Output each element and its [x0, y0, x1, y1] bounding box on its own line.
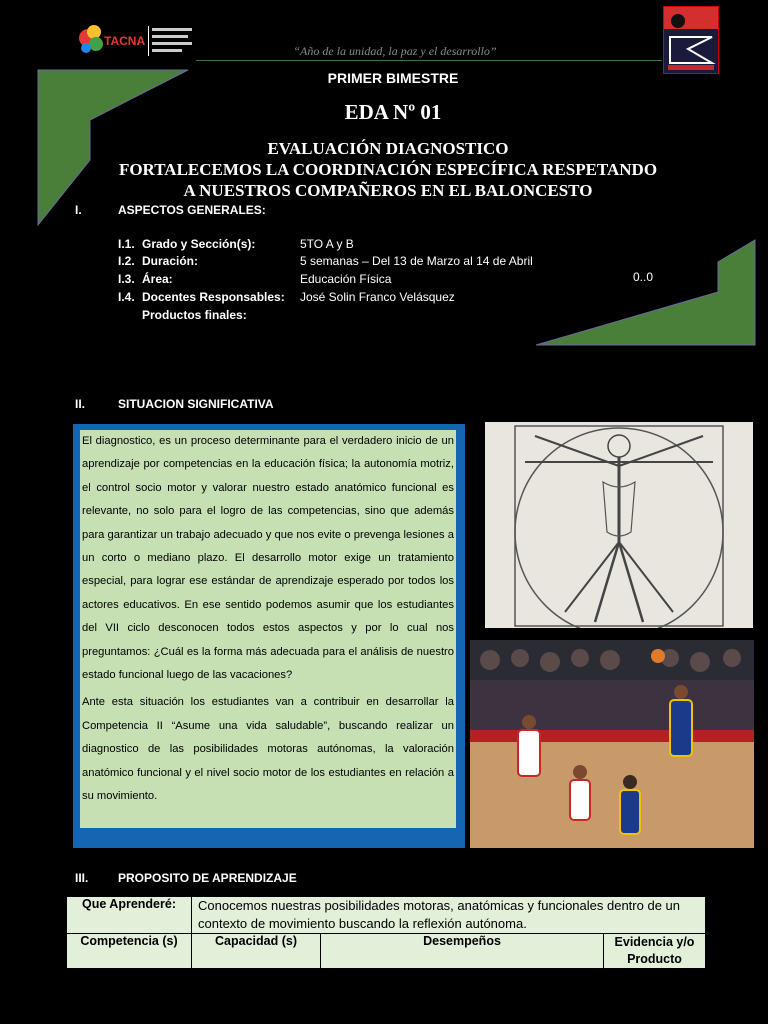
section3-title: PROPOSITO DE APRENDIZAJE	[118, 871, 297, 885]
table-row	[67, 897, 706, 934]
ugel-logo	[76, 20, 196, 60]
section2-title: SITUACION SIGNIFICATIVA	[118, 397, 274, 411]
basketball-game-icon	[470, 640, 754, 848]
general-row	[0, 253, 768, 270]
eda-heading: EDA Nº 01	[344, 100, 442, 124]
institution-logo-icon	[76, 20, 196, 60]
situation-paragraph-1: El diagnostico, es un proceso determinante para el verdadero inicio de un aprendizaje por competencias en la educación física; la autonomía motriz, el control socio motor y valorar nuestro estado anatómico funcional es relevante, no solo para el logro de las competencias, sino que además para garantizar un trabajo adecuado y que nos evite o prevenga lesiones a un corto o mediano plazo. El desarrollo motor exige un tratamiento especial, para lograr ese estándar de aprendizaje esperado por todos los actores educativos. En ese sentido podemos asumir que los estudiantes del VII ciclo desconocen todos estos aspectos y por lo cual nos preguntamos: ¿Cuál es la forma más adecuada para el análisis de nuestro estado funcional luego de las vacaciones?	[82, 435, 454, 682]
general-row-label: Productos finales:	[142, 308, 247, 322]
general-row	[0, 289, 768, 306]
vitruvian-man-icon	[485, 422, 753, 628]
table-row	[67, 934, 706, 969]
general-row-number: I.4.	[118, 290, 135, 304]
header-evidencia: Evidencia y/o Producto	[604, 934, 706, 969]
school-crest-icon	[664, 7, 718, 73]
learning-purpose-table	[66, 896, 706, 969]
logo-text: TACNA	[104, 34, 146, 48]
general-row-value: Educación Física	[300, 272, 392, 286]
general-row-number: I.1.	[118, 237, 135, 251]
general-row-label: Docentes Responsables:	[142, 290, 285, 304]
section1-number: I.	[75, 203, 82, 217]
bimestre-heading: PRIMER BIMESTRE	[327, 70, 459, 86]
general-row-label: Grado y Sección(s):	[142, 237, 256, 251]
eda-title-line1: EVALUACIÓN DIAGNOSTICO	[267, 139, 509, 158]
section1-title: ASPECTOS GENERALES:	[118, 203, 266, 217]
header-competencia: Competencia (s)	[67, 934, 192, 969]
section3-number: III.	[75, 871, 89, 885]
situation-paragraph-2: Ante esta situación los estudiantes van a contribuir en desarrollar la Competencia II “Asume una vida saludable”, buscando realizar un diagnostico de las posibilidades motoras autónomas, la valoración anatómico funcional y el nivel socio motor de los estudiantes en relación a su movimiento.	[82, 696, 454, 803]
general-row-label: Área:	[142, 272, 173, 286]
que-aprendere-label: Que Aprenderé:	[67, 897, 192, 934]
general-row-value: 5TO A y B	[300, 237, 354, 251]
general-row	[0, 236, 768, 253]
header-divider	[196, 60, 662, 61]
situation-textbox	[80, 430, 456, 828]
eda-title	[0, 138, 768, 201]
general-row-number: I.3.	[118, 272, 135, 286]
header-capacidad: Capacidad (s)	[192, 934, 321, 969]
general-row-value: José Solin Franco Velásquez	[300, 290, 455, 304]
side-value: 0..0	[633, 270, 654, 284]
header-desempenos: Desempeños	[321, 934, 604, 969]
general-row-number: I.2.	[118, 254, 135, 268]
header-motto: “Año de la unidad, la paz y el desarrollo”	[293, 44, 497, 58]
eda-title-line2: FORTALECEMOS LA COORDINACIÓN ESPECÍFICA RESPETANDO	[118, 160, 658, 179]
general-row	[0, 307, 768, 324]
section2-number: II.	[75, 397, 86, 411]
general-row-label: Duración:	[142, 254, 199, 268]
que-aprendere-value: Conocemos nuestras posibilidades motoras, anatómicas y funcionales dentro de un contexto de movimiento buscando la reflexión autónoma.	[192, 897, 706, 934]
general-row-value: 5 semanas – Del 13 de Marzo al 14 de Abril	[300, 254, 533, 268]
vitruvian-man-image	[485, 422, 753, 628]
school-crest	[663, 6, 719, 74]
eda-title-line3: A NUESTROS COMPAÑEROS EN EL BALONCESTO	[183, 181, 593, 200]
basketball-photo	[470, 640, 754, 848]
